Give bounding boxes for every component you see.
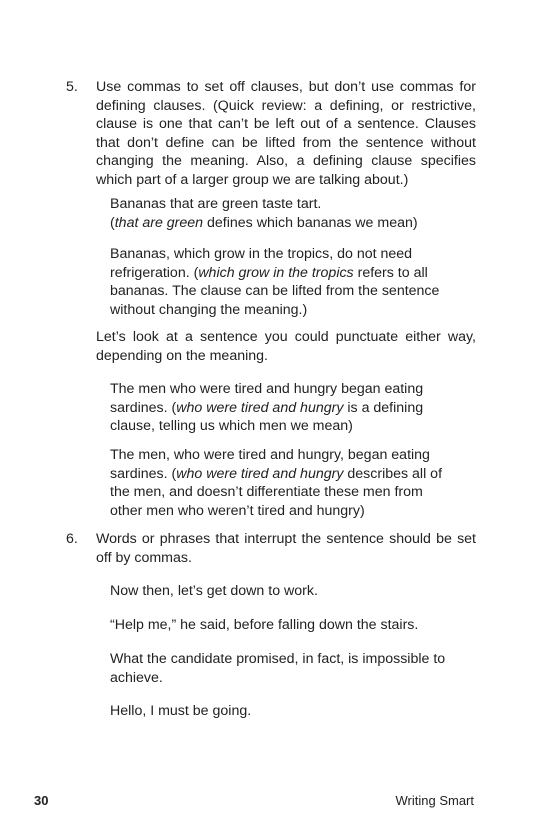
- italic-clause: who were tired and hungry: [176, 465, 344, 482]
- example-bananas-tropics: Bananas, which grow in the tropics, do not need refrigeration. (which grow in the tropics refers to all bananas. The clause can be lifted from the sentence without changing the meaning.): [110, 246, 440, 318]
- list-item-6: [66, 530, 476, 567]
- example-bananas-green: [110, 195, 470, 232]
- italic-clause: which grow in the tropics: [198, 264, 354, 281]
- example-help-me: “Help me,” he said, before falling down the stairs.: [110, 617, 419, 633]
- example-explanation: (that are green defines which bananas we mean): [110, 214, 418, 231]
- body-paragraph: Let’s look at a sentence you could punctuate either way, depending on the meaning.: [96, 329, 476, 364]
- italic-clause: that are green: [114, 214, 204, 231]
- page-number: 30: [34, 793, 49, 808]
- example-candidate: What the candidate promised, in fact, is impossible to achieve.: [110, 651, 446, 686]
- list-item-5: [66, 78, 476, 189]
- italic-clause: who were tired and hungry: [176, 399, 344, 416]
- list-item-text: Words or phrases that interrupt the sentence should be set off by commas.: [96, 531, 476, 566]
- list-item-number: 6.: [66, 531, 78, 547]
- example-men-nondefining: The men, who were tired and hungry, began eating sardines. (who were tired and hungry describes all of the men, and doesn’t differentiate these men from other men who weren’t tired and hungry): [110, 447, 443, 519]
- running-title: Writing Smart: [395, 793, 474, 808]
- example-now-then: Now then, let’s get down to work.: [110, 583, 318, 599]
- list-item-text: Use commas to set off clauses, but don’t use commas for defining clauses. (Quick review: a defining, or restrictive, clause is one that can’t be left out of a sentence. Clauses that don’t define can be lifted from the sentence without changing the meaning. Also, a defining clause specifies which part of a larger group we are talking about.): [96, 79, 476, 188]
- example-men-defining: The men who were tired and hungry began eating sardines. (who were tired and hungry is a defining clause, telling us which men we mean): [110, 381, 424, 434]
- example-sentence: Bananas that are green taste tart.: [110, 196, 322, 212]
- list-item-number: 5.: [66, 79, 78, 95]
- example-hello: Hello, I must be going.: [110, 703, 252, 719]
